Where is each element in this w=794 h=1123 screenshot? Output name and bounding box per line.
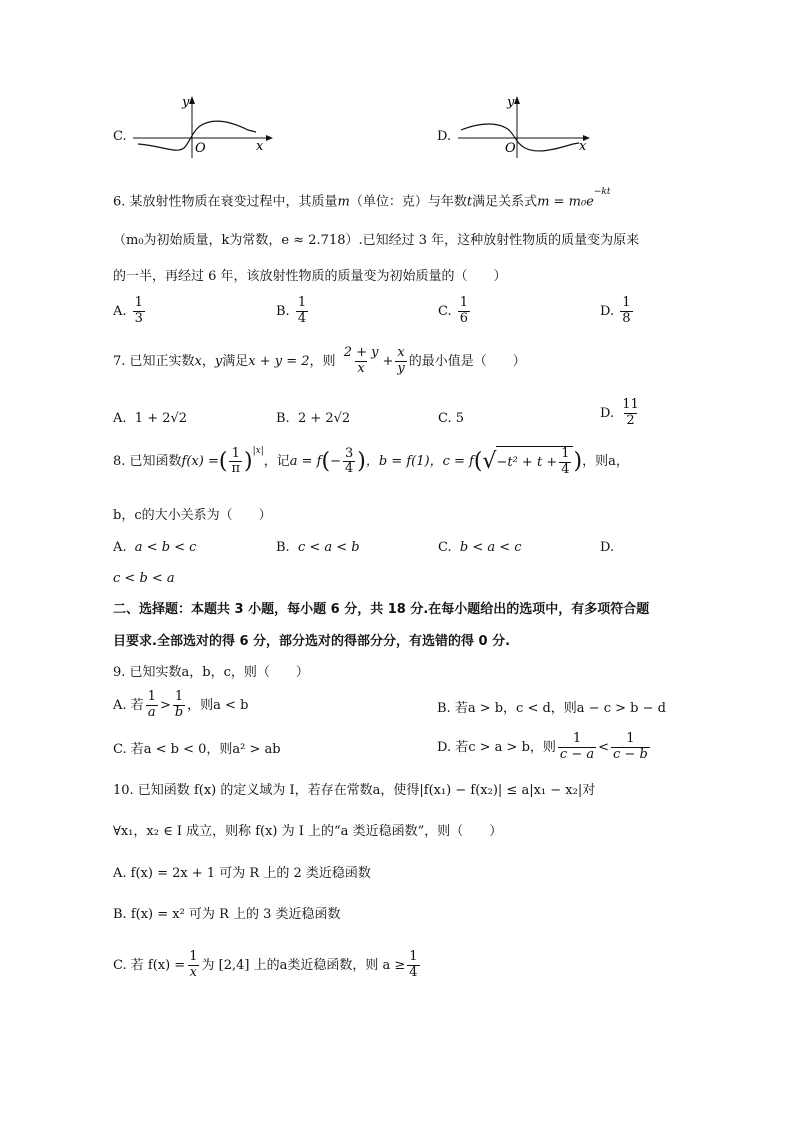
q6-line1: 6. 某放射性物质在衰变过程中，其质量m（单位：克）与年数t满足关系式$m = m_0e^{-kt}$ xyxy=(113,187,611,210)
q7-stem: 7. 已知正实数x，y满足x + y = 2，则 $\frac{2 + y}{x}$ + $\frac{x}{y}$ 的最小值是（ ） xyxy=(113,345,526,376)
y-label: y xyxy=(182,95,190,110)
q9-option-a: A. 若 $\frac{1}{a}$ > $\frac{1}{b}$ ，则a < b xyxy=(113,689,249,720)
q8-option-b: B. c < a < b xyxy=(276,540,360,555)
y-arrow xyxy=(514,96,520,104)
q6-line3: 的一半，再经过 6 年，该放射性物质的质量变为初始质量的（ ） xyxy=(113,269,507,284)
q10-option-a: A. f(x) = 2x + 1 可为 R 上的 2 类近稳函数 xyxy=(113,866,371,881)
q7-option-c: C. 5 xyxy=(438,411,465,426)
q9-stem: 9. 已知实数a，b，c，则（ ） xyxy=(113,665,309,680)
q10-option-c: C. 若 f(x) = $\frac{1}{x}$ 为 [2,4] 上的a类近稳函数，则 a ≥ $\frac{1}{4}$ xyxy=(113,949,418,980)
q9-option-d: D. 若c > a > b，则 $\frac{1}{c - a}$ < $\frac{1}{c - b}$ xyxy=(437,731,648,762)
q10-line2: ∀x₁，x₂ ∈ I 成立，则称 f(x) 为 I 上的“a 类近稳函数”，则（ ） xyxy=(113,824,503,839)
q7-option-a: A. 1 + 2√2 xyxy=(113,411,188,426)
x-label: x xyxy=(579,139,587,154)
y-arrow xyxy=(189,96,195,104)
q6-option-a: A. $\frac{1}{3}$ xyxy=(113,295,143,326)
section2-line1: 二、选择题：本题共 3 小题，每小题 6 分，共 18 分.在每小题给出的选项中，有多项符合题 xyxy=(113,602,650,617)
origin-label: O xyxy=(505,141,516,156)
x-arrow xyxy=(266,135,273,141)
q8-option-a: A. a < b < c xyxy=(113,540,197,555)
graph-c xyxy=(128,92,278,162)
q9-option-c: C. 若a < b < 0，则a² > ab xyxy=(113,742,281,757)
option-d-label: D. xyxy=(437,129,452,144)
x-label: x xyxy=(256,139,264,154)
q9-option-b: B. 若a > b，c < d，则a − c > b − d xyxy=(437,701,666,716)
q8-option-d-text: c < b < a xyxy=(113,571,175,586)
q6-line2: （m₀为初始质量，k为常数，e ≈ 2.718）.已知经过 3 年，这种放射性物质的质量变为原来 xyxy=(113,233,640,248)
q6-option-c: C. $\frac{1}{6}$ xyxy=(438,295,469,326)
graph-d xyxy=(453,92,603,162)
section2-line2: 目要求.全部选对的得 6 分，部分选对的得部分分，有选错的得 0 分. xyxy=(113,634,511,649)
option-c-label: C. xyxy=(113,129,127,144)
q10-option-b: B. f(x) = x² 可为 R 上的 3 类近稳函数 xyxy=(113,907,341,922)
q7-option-b: B. 2 + 2√2 xyxy=(276,411,351,426)
q10-line1: 10. 已知函数 f(x) 的定义域为 I，若存在常数a，使得|f(x₁) − f(x₂)| ≤ a|x₁ − x₂|对 xyxy=(113,783,596,798)
q6-option-b: B. $\frac{1}{4}$ xyxy=(276,295,307,326)
origin-label: O xyxy=(195,141,206,156)
q8-option-c: C. b < a < c xyxy=(438,540,522,555)
q7-option-d: D. $\frac{11}{2}$ xyxy=(600,397,639,428)
q8-option-d: D. xyxy=(600,540,615,555)
q8-stem: 8. 已知函数 f(x) = ( $\frac{1}{\pi}$ ) $^{|x|}$ ，记 a = f ( − $\frac{3}{4}$ ) ，b = f(1) ，c = f ( √ −t² + t + $\frac{1}{4}$ ) ，则a， xyxy=(113,445,629,477)
q6-option-d: D. $\frac{1}{8}$ xyxy=(600,295,631,326)
y-label: y xyxy=(507,95,515,110)
q8-line2: b，c的大小关系为（ ） xyxy=(113,508,272,523)
curve-d xyxy=(461,124,579,151)
